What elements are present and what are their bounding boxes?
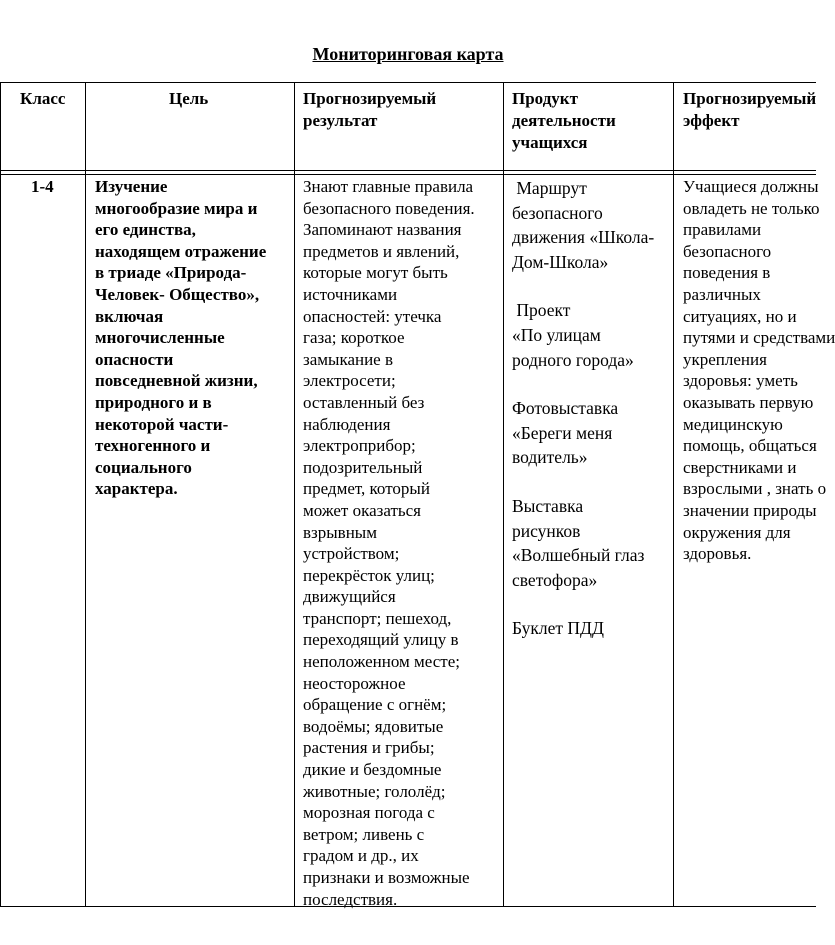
row-products bbox=[512, 176, 672, 641]
header-product: Продукт деятельности учащихся bbox=[512, 89, 616, 152]
product-item: Маршрут безопасного движения «Школа- Дом-Школа» bbox=[512, 178, 655, 272]
header-effect: Прогнозируемый эффект bbox=[683, 89, 817, 130]
col-border-2 bbox=[294, 82, 295, 907]
product-item: Буклет ПДД bbox=[512, 618, 604, 639]
row-result: Знают главные правила безопасного поведения. Запоминают названия предметов и явлений, которые могут быть источниками опасностей: утечка газа; короткое замыкание в электросети; оставленный без наблюдения электроприбор; подозрительный предмет, который может оказаться взрывным устройством; перекрёсток улиц; движущийся транспорт; пешеход, переходящий улицу в неположенном месте; неосторожное обращение с огнём; водоёмы; ядовитые растения и грибы; дикие и бездомные животные; гололёд; морозная погода с ветром; ливень с градом и др., их признаки и возможные последствия. bbox=[303, 177, 475, 909]
table-border-top bbox=[0, 82, 816, 83]
product-item: Проект «По улицам родного города» bbox=[512, 300, 634, 370]
header-separator-bottom bbox=[0, 174, 816, 175]
header-class: Класс bbox=[20, 89, 66, 108]
col-border-1 bbox=[85, 82, 86, 907]
header-result: Прогнозируемый результат bbox=[303, 89, 437, 130]
col-border-4 bbox=[673, 82, 674, 907]
product-item: Фотовыставка «Береги меня водитель» bbox=[512, 398, 619, 468]
row-goal: Изучение многообразие мира и его единства, находящем отражение в триаде «Природа- Человек- Общество», включая многочисленные опасности повседневной жизни, природного и в некоторой части- техногенного и социального характера. bbox=[95, 177, 267, 499]
page-title: Мониторинговая карта bbox=[312, 44, 504, 64]
header-separator-top bbox=[0, 170, 816, 171]
col-border-left bbox=[0, 82, 1, 907]
header-goal: Цель bbox=[169, 89, 209, 108]
col-border-3 bbox=[503, 82, 504, 907]
row-effect: Учащиеся должны овладеть не только правилами безопасного поведения в различных ситуациях, но и путями и средствами укрепления здоровья: уметь оказывать первую медицинскую помощь, общаться сверстниками и взрослыми , знать о значении природы окружения для здоровья. bbox=[683, 177, 835, 564]
monitoring-table bbox=[0, 82, 835, 909]
product-item: Выставка рисунков «Волшебный глаз светофора» bbox=[512, 495, 645, 590]
row-class: 1-4 bbox=[31, 177, 54, 196]
